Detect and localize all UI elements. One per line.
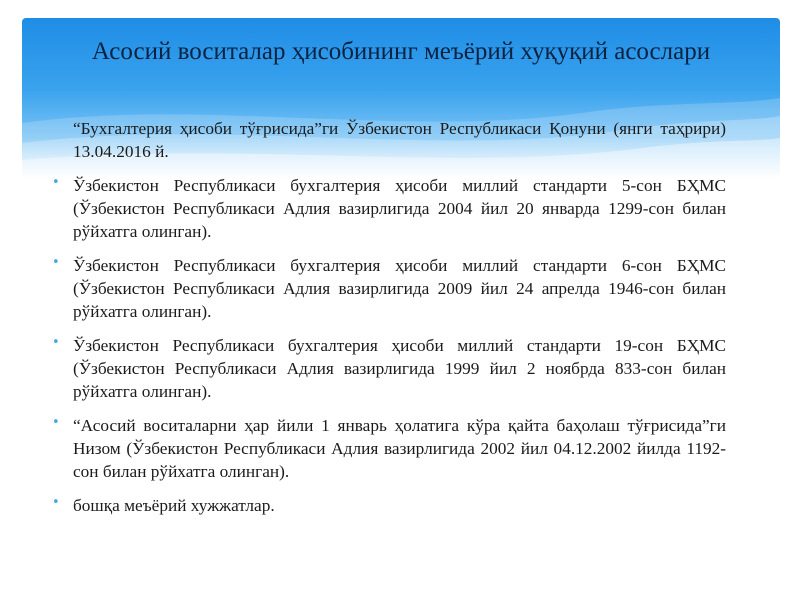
bullet-icon: • [52,415,60,430]
list-item [52,494,726,517]
list-item [52,254,726,323]
list-item-text: бошқа меъёрий хужжатлар. [73,496,275,515]
list-item [52,414,726,483]
bullet-icon: • [52,255,60,270]
list-item-text: “Асосий воситаларни ҳар йили 1 январь ҳолатига кўра қайта баҳолаш тўғрисида”ги Низом (Ўзбекистон Республикаси Адлия вазирлигида 2002 йил 04.12.2002 йилда 1192-сон билан рўйхатга олинган). [73,416,726,481]
bullet-icon: • [52,335,60,350]
bullet-icon: • [52,495,60,510]
list-item-text: Ўзбекистон Республикаси бухгалтерия ҳисоби миллий стандарти 6-сон БҲМС (Ўзбекистон Республикаси Адлия вазирлигида 2009 йил 24 апрелда 1946-сон билан рўйхатга олинган). [73,256,726,321]
content-list [52,117,726,528]
list-item [52,174,726,243]
bullet-icon: • [52,175,60,190]
list-item-text: Ўзбекистон Республикаси бухгалтерия ҳисоби миллий стандарти 19-сон БҲМС (Ўзбекистон Республикаси Адлия вазирлигида 1999 йил 2 ноябрда 833-сон билан рўйхатга олинган). [73,336,726,401]
list-item [52,334,726,403]
list-item-text: Ўзбекистон Республикаси бухгалтерия ҳисоби миллий стандарти 5-сон БҲМС (Ўзбекистон Республикаси Адлия вазирлигида 2004 йил 20 январда 1299-сон билан рўйхатга олинган). [73,176,726,241]
list-item-text: “Бухгалтерия ҳисоби тўғрисида”ги Ўзбекистон Республикаси Қонуни (янги таҳрири) 13.04.2016 й. [73,119,726,161]
list-item [52,117,726,163]
slide-title: Асосий воситалар ҳисобининг меъёрий хуқуқий асослари [91,38,711,65]
